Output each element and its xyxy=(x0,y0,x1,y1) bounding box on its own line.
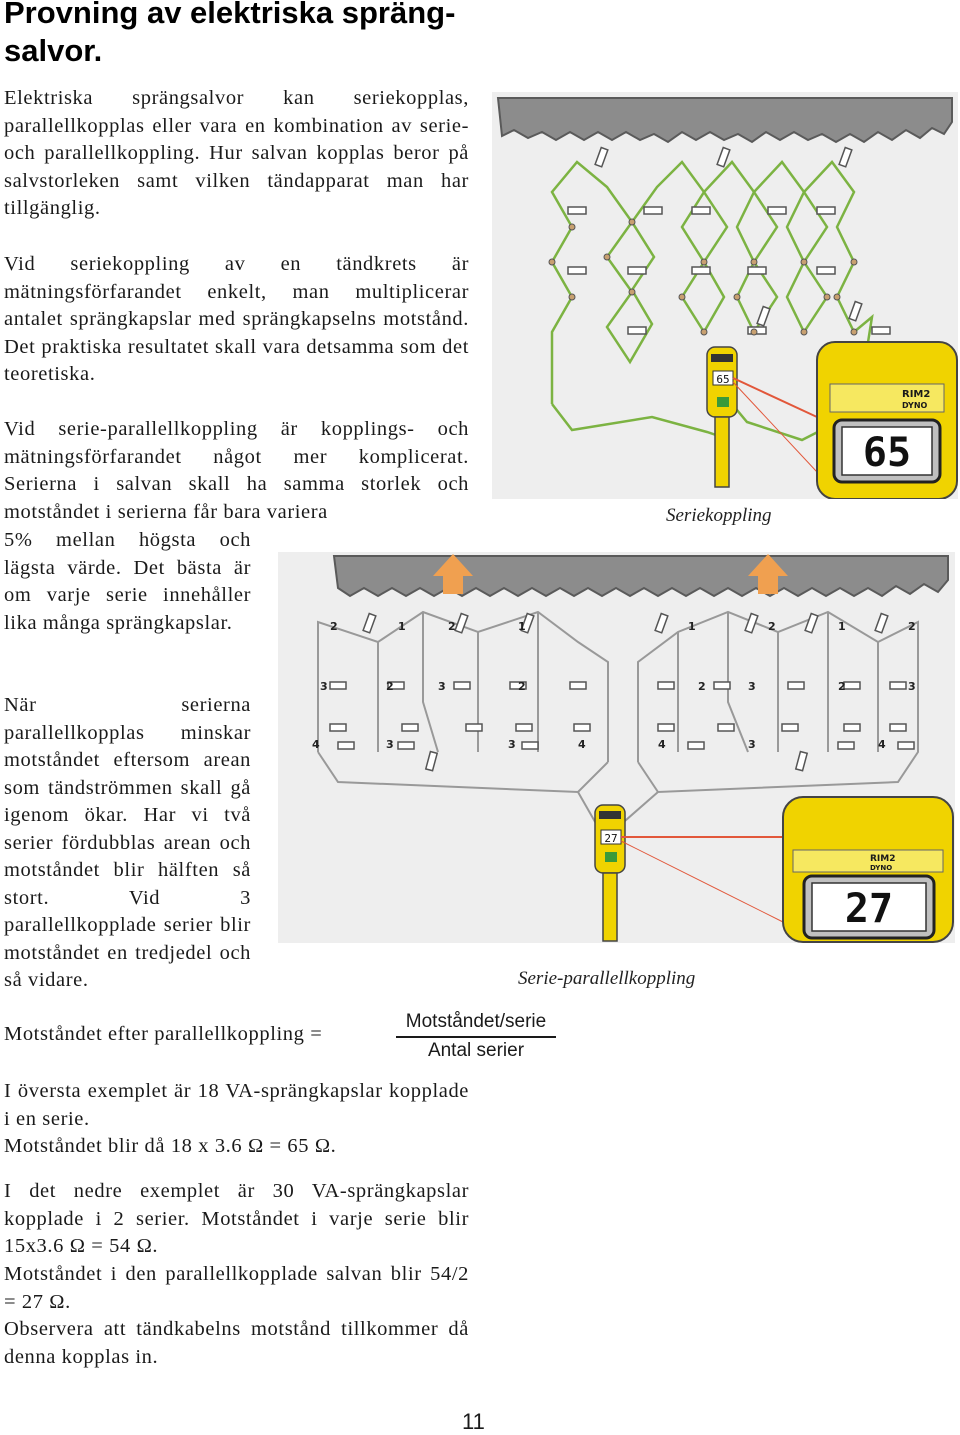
rock-face xyxy=(334,556,948,596)
marker-1: 1 xyxy=(838,620,846,633)
marker-3: 3 xyxy=(508,738,516,751)
paragraph-series-variation: 5% mellan högsta och lägsta värde. Det bästa är om varje serie innehåller lika många sprängkapslar. xyxy=(4,529,251,634)
marker-4: 4 xyxy=(878,738,886,751)
marker-3: 3 xyxy=(320,680,328,693)
marker-2: 2 xyxy=(386,680,394,693)
marker-2: 2 xyxy=(518,680,526,693)
formula-label: Motståndet efter parallellkoppling = xyxy=(4,1023,323,1045)
large-meter-reading: 65 xyxy=(862,430,912,476)
marker-2: 2 xyxy=(838,680,846,693)
small-meter-reading: 27 xyxy=(604,832,618,845)
marker-2: 2 xyxy=(330,620,338,633)
series-connection-figure xyxy=(492,92,958,499)
marker-2: 2 xyxy=(908,620,916,633)
marker-4: 4 xyxy=(578,738,586,751)
series-parallel-figure xyxy=(278,552,955,943)
marker-4: 4 xyxy=(658,738,666,751)
marker-3: 3 xyxy=(438,680,446,693)
formula-fraction xyxy=(396,1011,556,1062)
page-title: Provning av elektriska spräng-salvor. xyxy=(4,0,456,68)
paragraph-example-two-result: Motståndet i den parallellkopplade salvan blir 54/2 = 27 Ω. xyxy=(4,1263,469,1313)
marker-4: 4 xyxy=(312,738,320,751)
paragraph-intro: Elektriska sprängsalvor kan seriekopplas, parallellkopplas eller vara en kombination av serie- och parallellkoppling. Hur salvan kopplas beror på salvstorleken samt vilken tändapparat man har tillgänglig. xyxy=(4,87,469,219)
marker-1: 1 xyxy=(398,620,406,633)
large-meter-reading: 27 xyxy=(844,886,894,932)
marker-3: 3 xyxy=(386,738,394,751)
marker-3: 3 xyxy=(748,680,756,693)
caption-series: Seriekoppling xyxy=(666,505,772,526)
meter-model: DYNO xyxy=(902,401,928,410)
paragraph-series: Vid seriekoppling av en tändkrets är mätningsförfarandet enkelt, man multiplicerar antalet sprängkapslar med sprängkapselns motstånd. Det praktiska resultatet skall vara detsamma som det teoretiska. xyxy=(4,253,469,385)
paragraph-example-one-result: Motståndet blir då 18 x 3.6 Ω = 65 Ω. xyxy=(4,1135,337,1157)
marker-2: 2 xyxy=(768,620,776,633)
page-number: 11 xyxy=(462,1409,485,1434)
paragraph-parallel-explanation: När serierna parallellkopplas minskar motståndet eftersom arean som tändströmmen skall gå igenom ökar. Har vi två serier fördubblas arean och motståndet blir hälften så stort. Vid 3 parallellkopplade serier blir motståndet en tredjedel och så vidare. xyxy=(4,694,251,991)
meter-model: DYNO xyxy=(870,864,893,872)
marker-2: 2 xyxy=(448,620,456,633)
marker-1: 1 xyxy=(518,620,526,633)
marker-2: 2 xyxy=(698,680,706,693)
marker-3: 3 xyxy=(748,738,756,751)
paragraph-series-parallel: Vid serie-parallellkoppling är kopplings- och mätningsförfarandet något mer komplicerat. Serierna i salvan skall ha samma storlek och motståndet i serierna får bara variera xyxy=(4,418,469,523)
formula-denominator: Antal serier xyxy=(427,1040,525,1061)
caption-series-parallel: Serie-parallellkoppling xyxy=(518,968,696,989)
paragraph-example-one: I översta exemplet är 18 VA-sprängkapslar kopplade i en serie. xyxy=(4,1080,469,1130)
paragraph-cable-note: Observera att tändkabelns motstånd tillkommer då denna kopplas in. xyxy=(4,1318,469,1368)
large-meter xyxy=(783,797,953,942)
small-meter-reading: 65 xyxy=(716,373,730,386)
meter-brand: RIM2 xyxy=(870,854,896,864)
marker-1: 1 xyxy=(688,620,696,633)
paragraph-example-two: I det nedre exemplet är 30 VA-sprängkapslar kopplade i 2 serier. Motståndet i varje serie blir 15x3.6 Ω = 54 Ω. xyxy=(4,1180,469,1257)
meter-brand: RIM2 xyxy=(902,389,931,400)
large-meter xyxy=(817,342,957,499)
marker-3: 3 xyxy=(908,680,916,693)
formula-numerator: Motståndet/serie xyxy=(396,1011,556,1038)
